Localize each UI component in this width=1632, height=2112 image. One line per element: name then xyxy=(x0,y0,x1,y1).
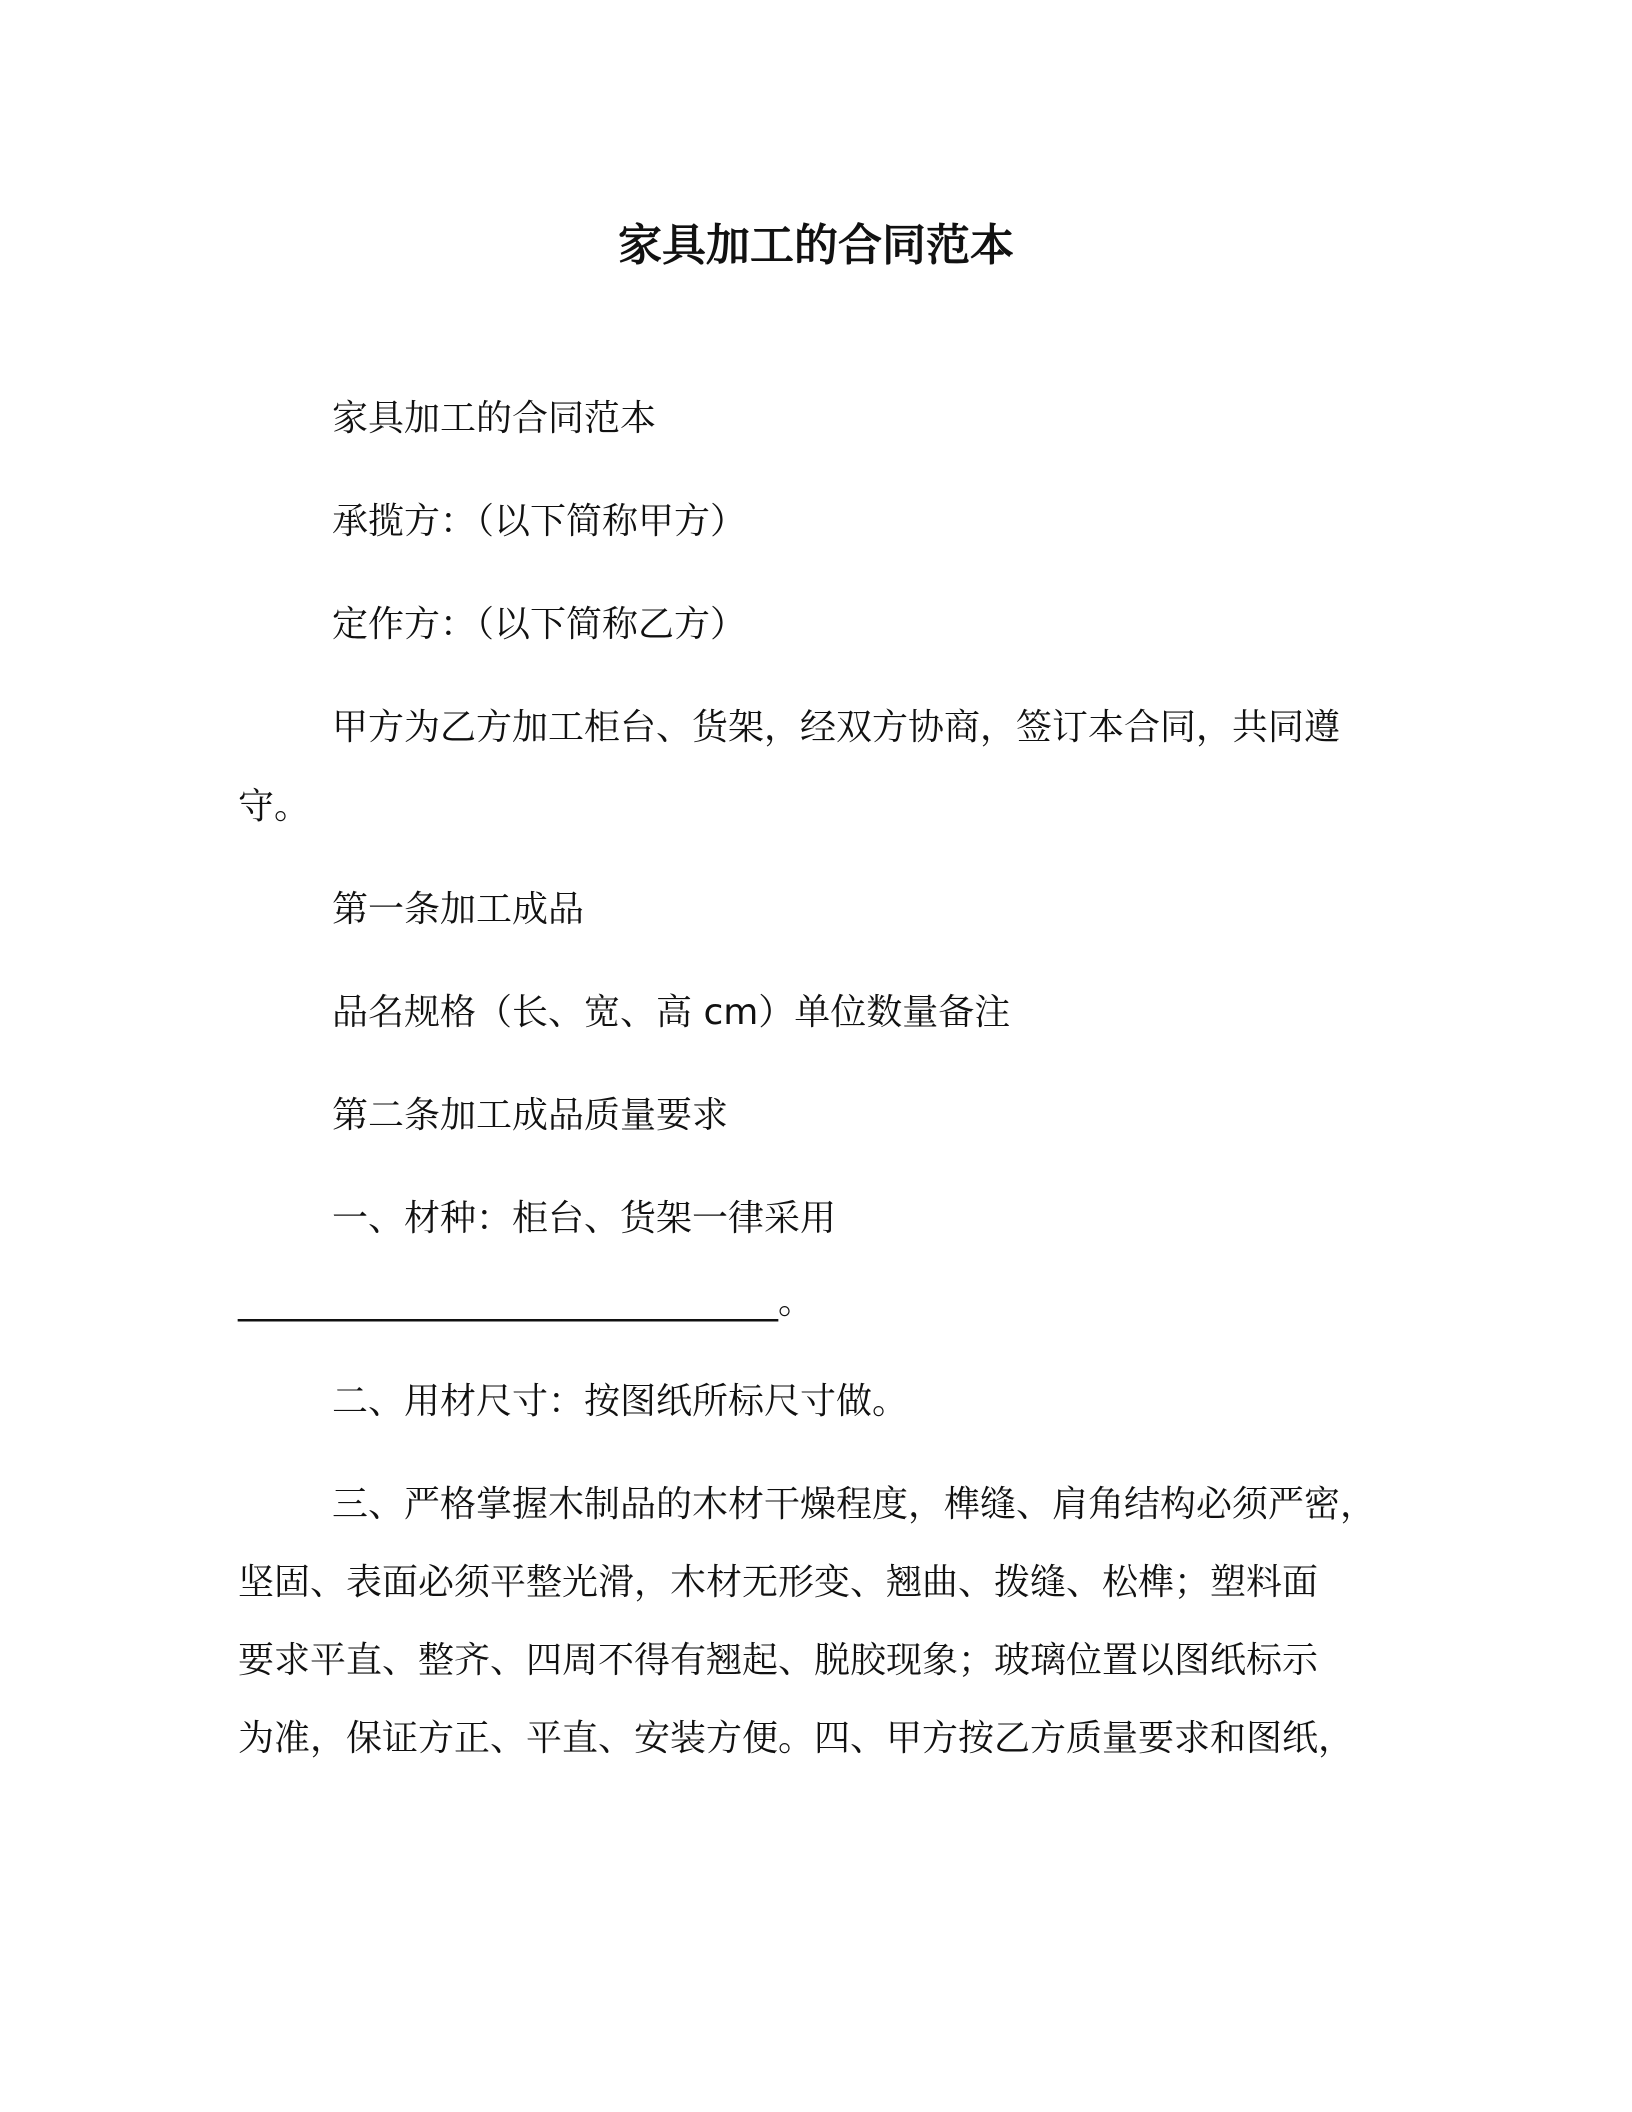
paragraph-heading: 家具加工的合同范本 xyxy=(332,398,657,439)
clause-quality-line4: 为准，保证方正、平直、安装方便。四、甲方按乙方质量要求和图纸， xyxy=(238,1718,1355,1759)
paragraph-client: 定作方：（以下简称乙方） xyxy=(332,604,747,645)
clause-dimensions: 二、用材尺寸：按图纸所标尺寸做。 xyxy=(332,1381,909,1422)
document-title: 家具加工的合同范本 xyxy=(618,220,1014,271)
paragraph-contractor: 承揽方：（以下简称甲方） xyxy=(332,501,747,542)
clause-material-blank: ______________________________。 xyxy=(238,1281,814,1322)
clause-quality-line1: 三、严格掌握木制品的木材干燥程度，榫缝、肩角结构必须严密， xyxy=(332,1484,1377,1525)
clause-quality-line2: 坚固、表面必须平整光滑，木材无形变、翘曲、拨缝、松榫；塑料面 xyxy=(238,1562,1319,1603)
article-two-heading: 第二条加工成品质量要求 xyxy=(332,1095,729,1136)
paragraph-intro-line1: 甲方为乙方加工柜台、货架，经双方协商，签订本合同，共同遵 xyxy=(332,707,1341,748)
paragraph-intro-line2: 守。 xyxy=(238,786,311,827)
clause-material-line1: 一、材种：柜台、货架一律采用 xyxy=(332,1198,837,1239)
product-table-header: 品名规格（长、宽、高 cm）单位数量备注 xyxy=(332,992,1011,1033)
clause-quality-line3: 要求平直、整齐、四周不得有翘起、脱胶现象；玻璃位置以图纸标示 xyxy=(238,1640,1319,1681)
article-one-heading: 第一条加工成品 xyxy=(332,889,585,930)
